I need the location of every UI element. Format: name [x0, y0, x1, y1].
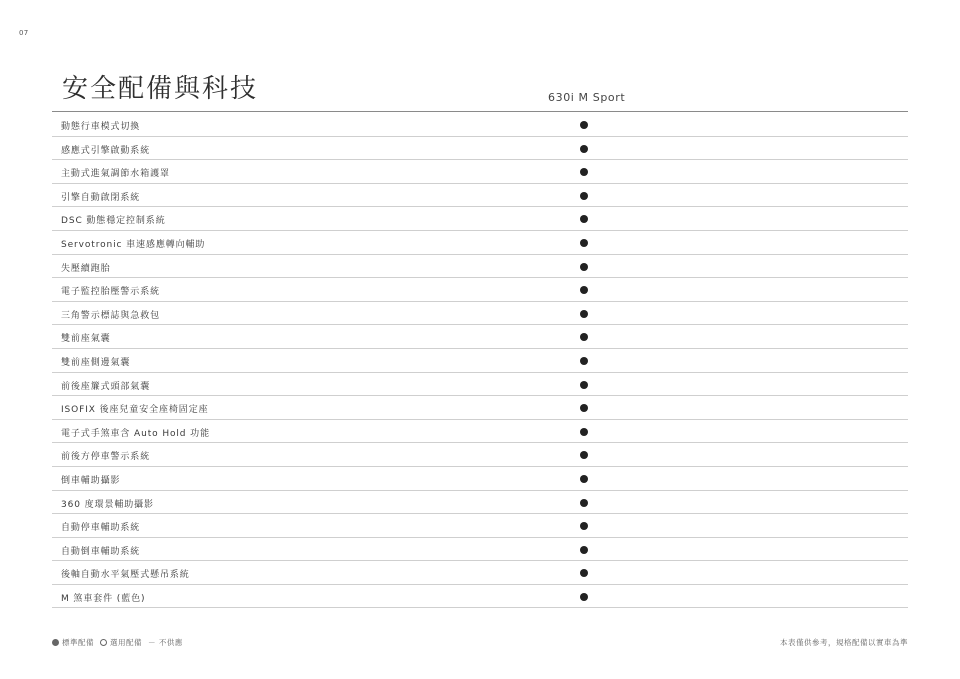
standard-dot-icon: [580, 192, 588, 200]
table-row: [52, 207, 908, 231]
table-row: [52, 467, 908, 491]
standard-dot-icon: [580, 333, 588, 341]
table-row: [52, 325, 908, 349]
legend-optional-label: 選用配備: [110, 638, 142, 647]
legend-not-available: [148, 637, 183, 648]
table-row: [52, 396, 908, 420]
legend: [52, 637, 189, 648]
page-title: 安全配備與科技: [62, 74, 259, 104]
feature-label: ISOFIX 後座兒童安全座椅固定座: [61, 405, 209, 416]
feature-label: 動態行車模式切換: [61, 122, 141, 132]
legend-standard: [52, 637, 94, 648]
feature-label: 自動倒車輔助系統: [61, 546, 141, 557]
table-row: [52, 585, 908, 609]
feature-label: 雙前座氣囊: [61, 334, 111, 345]
standard-dot-icon: [580, 475, 588, 483]
standard-dot-icon: [580, 428, 588, 436]
feature-label: 主動式進氣調節水箱護罩: [61, 169, 170, 180]
standard-dot-icon: [580, 145, 588, 153]
hollow-dot-icon: [100, 639, 107, 646]
table-row: [52, 491, 908, 515]
table-row: [52, 561, 908, 585]
feature-label: Servotronic 車速感應轉向輔助: [61, 239, 206, 250]
feature-label: 倒車輔助攝影: [61, 475, 121, 486]
standard-dot-icon: [580, 593, 588, 601]
feature-label: 三角警示標誌與急救包: [61, 310, 161, 321]
feature-label: 失壓續跑胎: [61, 263, 111, 274]
standard-dot-icon: [580, 310, 588, 318]
standard-dot-icon: [580, 215, 588, 223]
standard-dot-icon: [580, 381, 588, 389]
table-row: [52, 514, 908, 538]
legend-optional: [100, 637, 142, 648]
table-row: [52, 160, 908, 184]
feature-label: M 煞車套件 (藍色): [61, 593, 146, 604]
table-row: [52, 255, 908, 279]
table-row: [52, 349, 908, 373]
filled-dot-icon: [52, 639, 59, 646]
table-row: [52, 373, 908, 397]
feature-label: 前後座簾式頭部氣囊: [61, 381, 151, 392]
table-row: [52, 420, 908, 444]
standard-dot-icon: [580, 121, 588, 129]
feature-label: 感應式引擎啟動系統: [61, 145, 151, 156]
feature-label: DSC 動態穩定控制系統: [61, 216, 166, 227]
header-divider: [52, 111, 908, 112]
column-header-model: 630i M Sport: [548, 91, 626, 104]
page-number: 07: [19, 29, 29, 37]
table-row: [52, 113, 908, 137]
legend-na-label: － 不供應: [148, 638, 183, 647]
feature-label: 雙前座側邊氣囊: [61, 357, 131, 368]
feature-label: 自動停車輔助系統: [61, 523, 141, 534]
feature-table: [52, 113, 908, 608]
table-row: [52, 137, 908, 161]
standard-dot-icon: [580, 357, 588, 365]
table-row: [52, 278, 908, 302]
feature-label: 前後方停車警示系統: [61, 452, 151, 463]
table-row: [52, 302, 908, 326]
table-row: [52, 184, 908, 208]
standard-dot-icon: [580, 286, 588, 294]
standard-dot-icon: [580, 263, 588, 271]
disclaimer-note: 本表僅供參考，規格配備以實車為準: [780, 638, 908, 647]
table-row: [52, 231, 908, 255]
standard-dot-icon: [580, 239, 588, 247]
standard-dot-icon: [580, 404, 588, 412]
standard-dot-icon: [580, 451, 588, 459]
feature-label: 電子式手煞車含 Auto Hold 功能: [61, 428, 210, 439]
feature-label: 引擎自動啟閉系統: [61, 192, 141, 203]
standard-dot-icon: [580, 499, 588, 507]
feature-label: 360 度環景輔助攝影: [61, 499, 154, 510]
standard-dot-icon: [580, 522, 588, 530]
feature-label: 後軸自動水平氣壓式懸吊系統: [61, 570, 190, 581]
feature-label: 電子監控胎壓警示系統: [61, 287, 161, 298]
standard-dot-icon: [580, 168, 588, 176]
table-row: [52, 443, 908, 467]
standard-dot-icon: [580, 569, 588, 577]
standard-dot-icon: [580, 546, 588, 554]
legend-standard-label: 標準配備: [62, 638, 94, 647]
table-row: [52, 538, 908, 562]
